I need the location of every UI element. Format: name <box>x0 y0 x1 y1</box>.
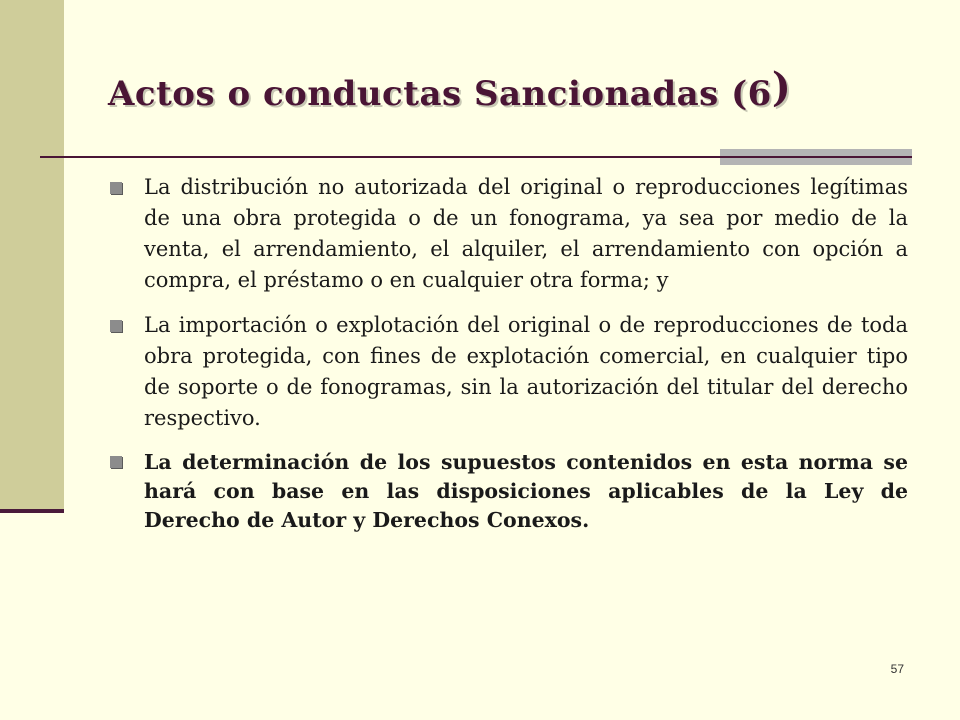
square-bullet-icon <box>110 456 122 468</box>
square-bullet-icon <box>110 320 122 332</box>
page-number: 57 <box>890 662 904 676</box>
bullet-text: La importación o explotación del original o de reproducciones de toda obra protegida, con fines de explotación comercial, en cualquier tipo de soporte o de fonogramas, sin la autorización del titular del derecho respectivo. <box>144 313 908 430</box>
slide-title-text: Actos o conductas Sancionadas (6 <box>108 74 772 114</box>
bullet-item <box>108 172 908 296</box>
bullet-list <box>108 172 908 549</box>
slide-title <box>108 64 792 115</box>
slide-title-paren: ) <box>771 64 792 111</box>
bullet-item-bold <box>108 448 908 535</box>
square-bullet-icon <box>110 182 122 194</box>
bullet-item <box>108 310 908 434</box>
bullet-text: La distribución no autorizada del original o reproducciones legítimas de una obra protegida o de un fonograma, ya sea por medio de la venta, el arrendamiento, el alquiler, el arrendamiento con opción a compra, el préstamo o en cualquier otra forma; y <box>144 175 908 292</box>
side-decor-line <box>0 509 64 513</box>
bullet-text: La determinación de los supuestos contenidos en esta norma se hará con base en las disposiciones aplicables de la Ley de Derecho de Autor y Derechos Conexos. <box>144 450 908 532</box>
side-decor-band <box>0 0 64 512</box>
title-divider <box>40 156 912 158</box>
